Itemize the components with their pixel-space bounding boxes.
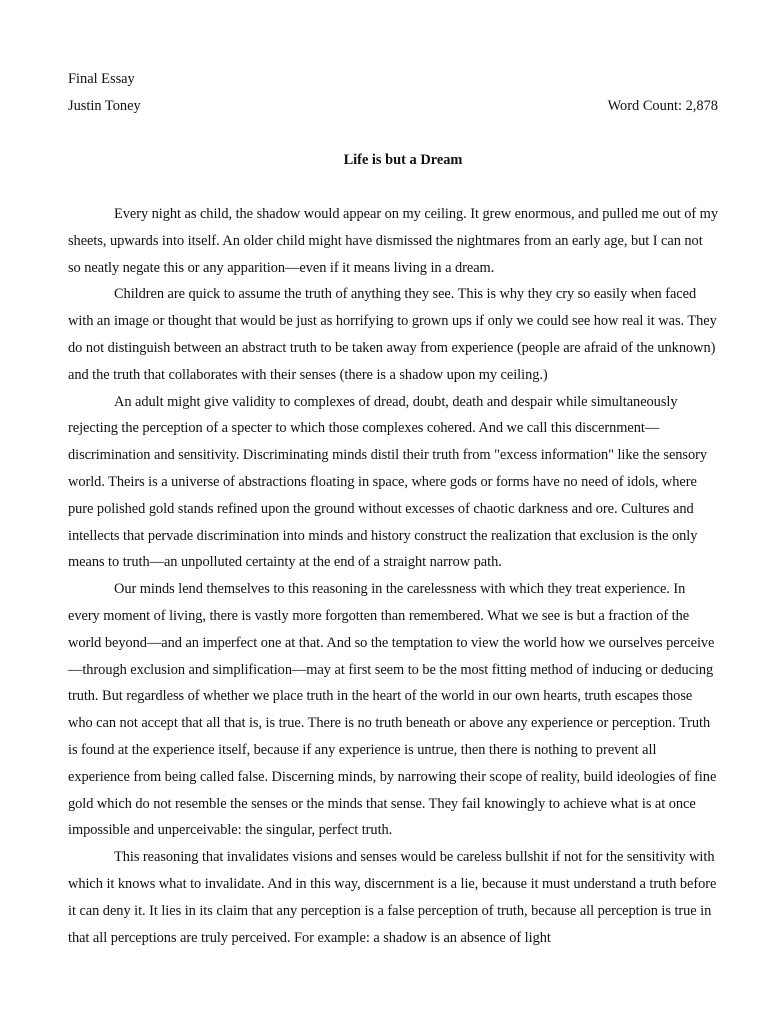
word-count: Word Count: 2,878 <box>607 98 718 114</box>
paragraph-4: Our minds lend themselves to this reasoning in the carelessness with which they treat experience. In every moment of living, there is vastly more forgotten than remembered. What we see is but a fraction of the world beyond—and an imperfect one at that. And so the temptation to view the world how we ourselves perceive—through exclusion and simplification—may at first seem to be the most fitting method of inducing or deducing truth. But regardless of whether we place truth in the heart of the world in our own hearts, truth escapes those who can not accept that all that is, is true. There is no truth beneath or above any experience or perception. Truth is found at the experience itself, because if any experience is untrue, then there is nothing to prevent all experience from being called false. Discerning minds, by narrowing their scope of reality, build ideologies of fine gold which do not resemble the senses or the minds that sense. They fail knowingly to achieve what is at once impossible and unperceivable: the singular, perfect truth. <box>68 581 717 839</box>
paragraph-1: Every night as child, the shadow would appear on my ceiling. It grew enormous, and pulled me out of my sheets, upwards into itself. An older child might have dismissed the nightmares from an early age, but I can not so neatly negate this or any apparition—even if it means living in a dream. <box>68 206 718 276</box>
author-name: Justin Toney <box>68 98 141 114</box>
header-line-author <box>68 97 718 124</box>
paragraph-2: Children are quick to assume the truth of anything they see. This is why they cry so easily when faced with an image or thought that would be just as horrifying to grown ups if only we could see how real it was. They do not distinguish between an abstract truth to be taken away from experience (people are afraid of the unknown) and the truth that collaborates with their senses (there is a shadow upon my ceiling.) <box>68 286 717 383</box>
paragraph-5: This reasoning that invalidates visions and senses would be careless bullshit if not for the sensitivity with which it knows what to invalidate. And in this way, discernment is a lie, because it must understand a truth before it can deny it. It lies in its claim that any perception is a false perception of truth, because all perception is true in that all perceptions are truly perceived. For example: a shadow is an absence of light <box>68 849 717 946</box>
paragraph-3: An adult might give validity to complexes of dread, doubt, death and despair while simultaneously rejecting the perception of a specter to which those complexes cohered. And we call this discernment—discrimination and sensitivity. Discriminating minds distil their truth from "excess information" like the sensory world. Theirs is a universe of abstractions floating in space, where gods or forms have no need of idols, where pure polished gold stands refined upon the ground without excesses of chaotic darkness and ore. Cultures and intellects that pervade discrimination into minds and history construct the realization that exclusion is the only means to truth—an unpolluted certainty at the end of a straight narrow path. <box>68 393 708 571</box>
document-header <box>68 70 718 124</box>
header-line-label <box>68 70 718 97</box>
essay-body <box>68 201 718 951</box>
doc-label: Final Essay <box>68 71 135 87</box>
essay-title: Life is but a Dream <box>343 152 463 168</box>
